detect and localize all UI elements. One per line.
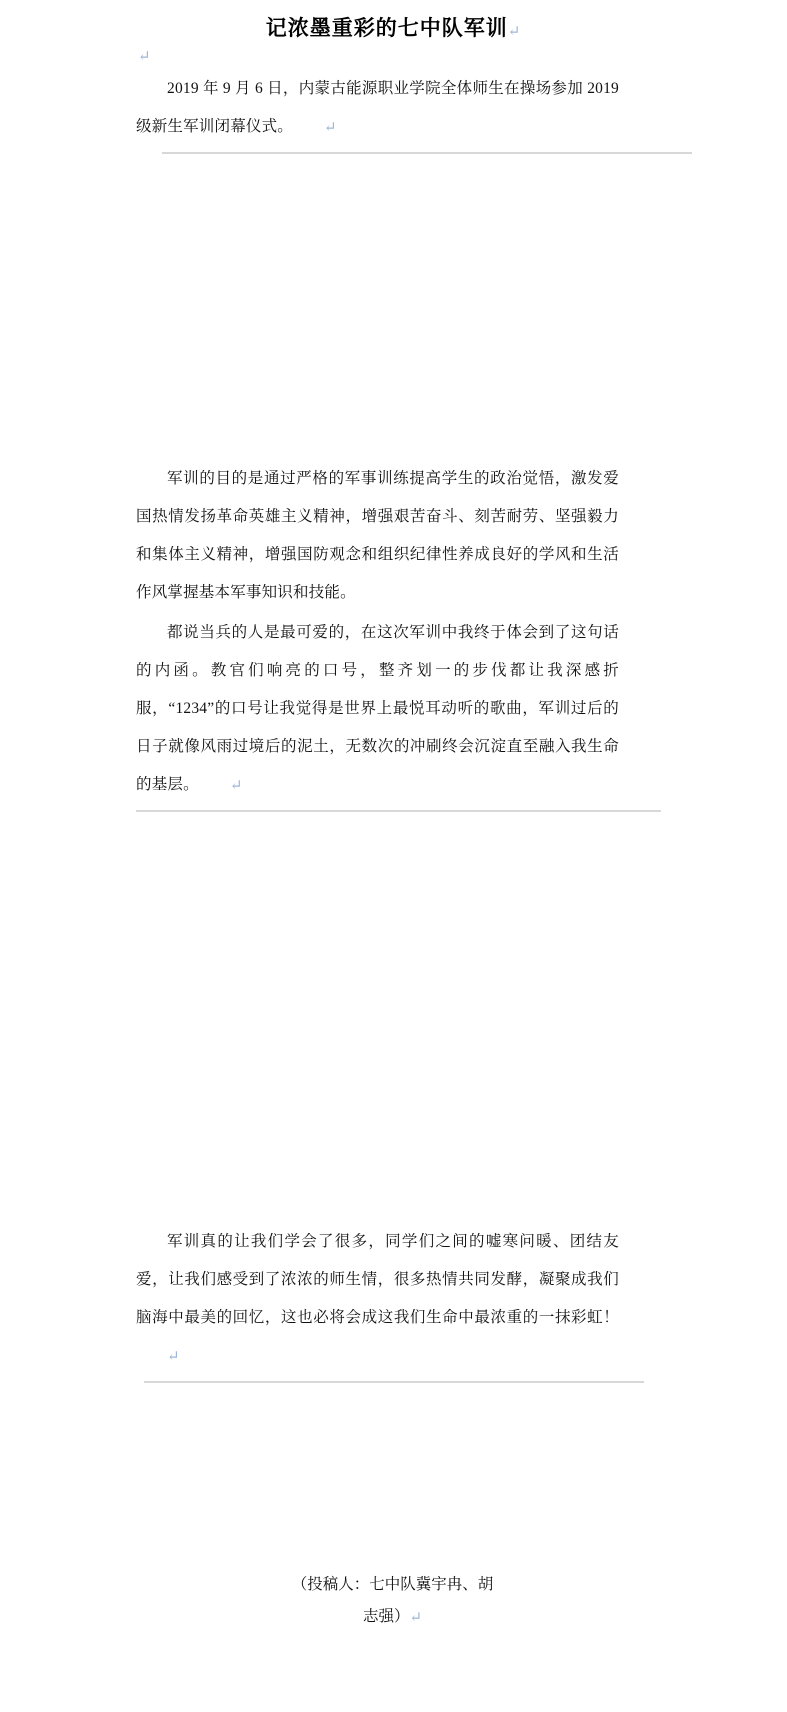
figure-1 [162,152,692,452]
paragraph-mark-icon: ↵ [167,1349,180,1365]
paragraph-4-text: 军训真的让我们学会了很多，同学们之间的嘘寒问暖、团结友爱，让我们感受到了浓浓的师生情，很多热情共同发酵，凝聚成我们脑海中最美的回忆，这也必将会成这我们生命中最浓重的一抹彩虹！ [136,1233,619,1326]
flag-ceremony-photo [136,810,661,812]
submission-caption [286,1569,499,1633]
submission-caption-text: （投稿人：七中队冀宇冉、胡志强） [291,1576,494,1625]
paragraph-2 [136,460,619,612]
title-paragraph-marker-row [0,44,787,70]
paragraph-2-text: 军训的目的是通过严格的军事训练提高学生的政治觉悟，激发爱国热情发扬革命英雄主义精神，增强艰苦奋斗、刻苦耐劳、坚强毅力和集体主义精神，增强国防观念和组织纪律性养成良好的学风和生活作风掌握基本军事知识和技能。 [136,470,619,601]
caption-wrap [136,1569,619,1633]
figure-3 [144,1381,644,1559]
paragraph-mark-icon: ↵ [324,120,337,136]
paragraph-mark-icon: ↵ [507,24,522,40]
paragraph-3 [136,614,619,804]
paragraph-mark-icon: ↵ [138,49,151,65]
page-title-text: 记浓墨重彩的七中队军训 [265,16,508,40]
formation-march-photo [144,1381,644,1383]
paragraph-mark-icon: ↵ [229,778,243,794]
paragraph-1-text: 2019 年 9 月 6 日，内蒙古能源职业学院全体师生在操场参加 2019 级新生军训闭幕仪式。 [136,80,619,135]
paragraph-1 [136,70,619,146]
page-title [0,8,787,44]
paragraph-mark-icon: ↵ [409,1610,423,1626]
group-photo-closing-ceremony [162,152,692,154]
paragraph-3-text: 都说当兵的人是最可爱的，在这次军训中我终于体会到了这句话的内函。教官们响亮的口号，整齐划一的步伐都让我深感折服，“1234”的口号让我觉得是世界上最悦耳动听的歌曲，军训过后的日子就像风雨过境后的泥土，无数次的冲刷终会沉淀直至融入我生命的基层。 [136,624,619,793]
figure-2 [136,810,661,1215]
document-body [0,70,787,1633]
paragraph-4 [136,1223,619,1375]
